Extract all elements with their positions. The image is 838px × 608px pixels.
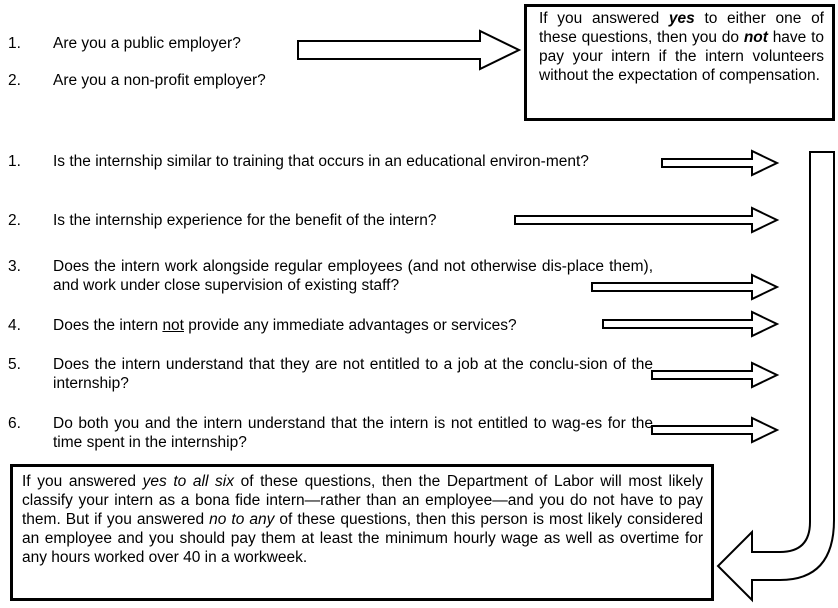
question-text-part: provide any immediate advantages or services? (184, 317, 517, 334)
non-profit-result-box (524, 4, 835, 121)
question-text: Do both you and the intern understand that the intern is not entitled to wag-es for the time spent in the internship? (53, 415, 653, 451)
box-text: of these questions, then this person is most likely considered an employee and you should pay them at least the minimum hourly wage as well as overtime for any hours worked over 40 in a workweek. (22, 511, 703, 566)
emphasis-yes: yes (668, 10, 695, 27)
question-number: 3. (8, 258, 21, 275)
box-text: have to pay your intern if the intern volunteers without the expectation of compensation. (539, 29, 824, 84)
box-text: of these questions, then the Department of Labor will most likely classify your intern as a bona fide intern—rather than an employee—and you do not have to pay them. But if you answered (22, 473, 703, 528)
question-text-part: Does the intern (53, 317, 163, 334)
arrow-q4 (603, 312, 777, 336)
question-text: Does the intern work alongside regular employees (and not otherwise dis-place them), and work under close supervision of existing staff? (53, 258, 653, 294)
emphasis-not: not (743, 29, 768, 46)
box-text: to either one of these questions, then you do (539, 10, 824, 46)
question-number: 6. (8, 415, 21, 432)
question-text: Are you a non-profit employer? (53, 72, 266, 89)
arrow-top-to-box (298, 31, 519, 69)
arrow-q1 (662, 151, 777, 175)
question-text: Is the internship similar to training that occurs in an educational environ-ment? (53, 153, 589, 170)
arrow-q2 (515, 208, 777, 232)
arrow-q6 (652, 418, 777, 442)
question-text: Are you a public employer? (53, 35, 241, 52)
question-number: 2. (8, 212, 21, 229)
question-number: 4. (8, 317, 21, 334)
question-number: 1. (8, 153, 21, 170)
question-text: Is the internship experience for the benefit of the intern? (53, 212, 437, 229)
question-text: Does the intern understand that they are not entitled to a job at the conclu-sion of the internship? (53, 356, 653, 392)
conclusion-box (10, 464, 714, 601)
emphasis-no-to-any: no to any (209, 511, 275, 528)
question-number: 5. (8, 356, 21, 373)
box-text: If you answered (539, 10, 669, 27)
emphasis-yes-to-all-six: yes to all six (142, 473, 234, 490)
question-text (53, 316, 613, 335)
arrow-q5 (652, 363, 777, 387)
box-text: If you answered (22, 473, 143, 490)
underlined-not: not (162, 317, 184, 334)
question-number: 2. (8, 72, 21, 89)
question-number: 1. (8, 35, 21, 52)
